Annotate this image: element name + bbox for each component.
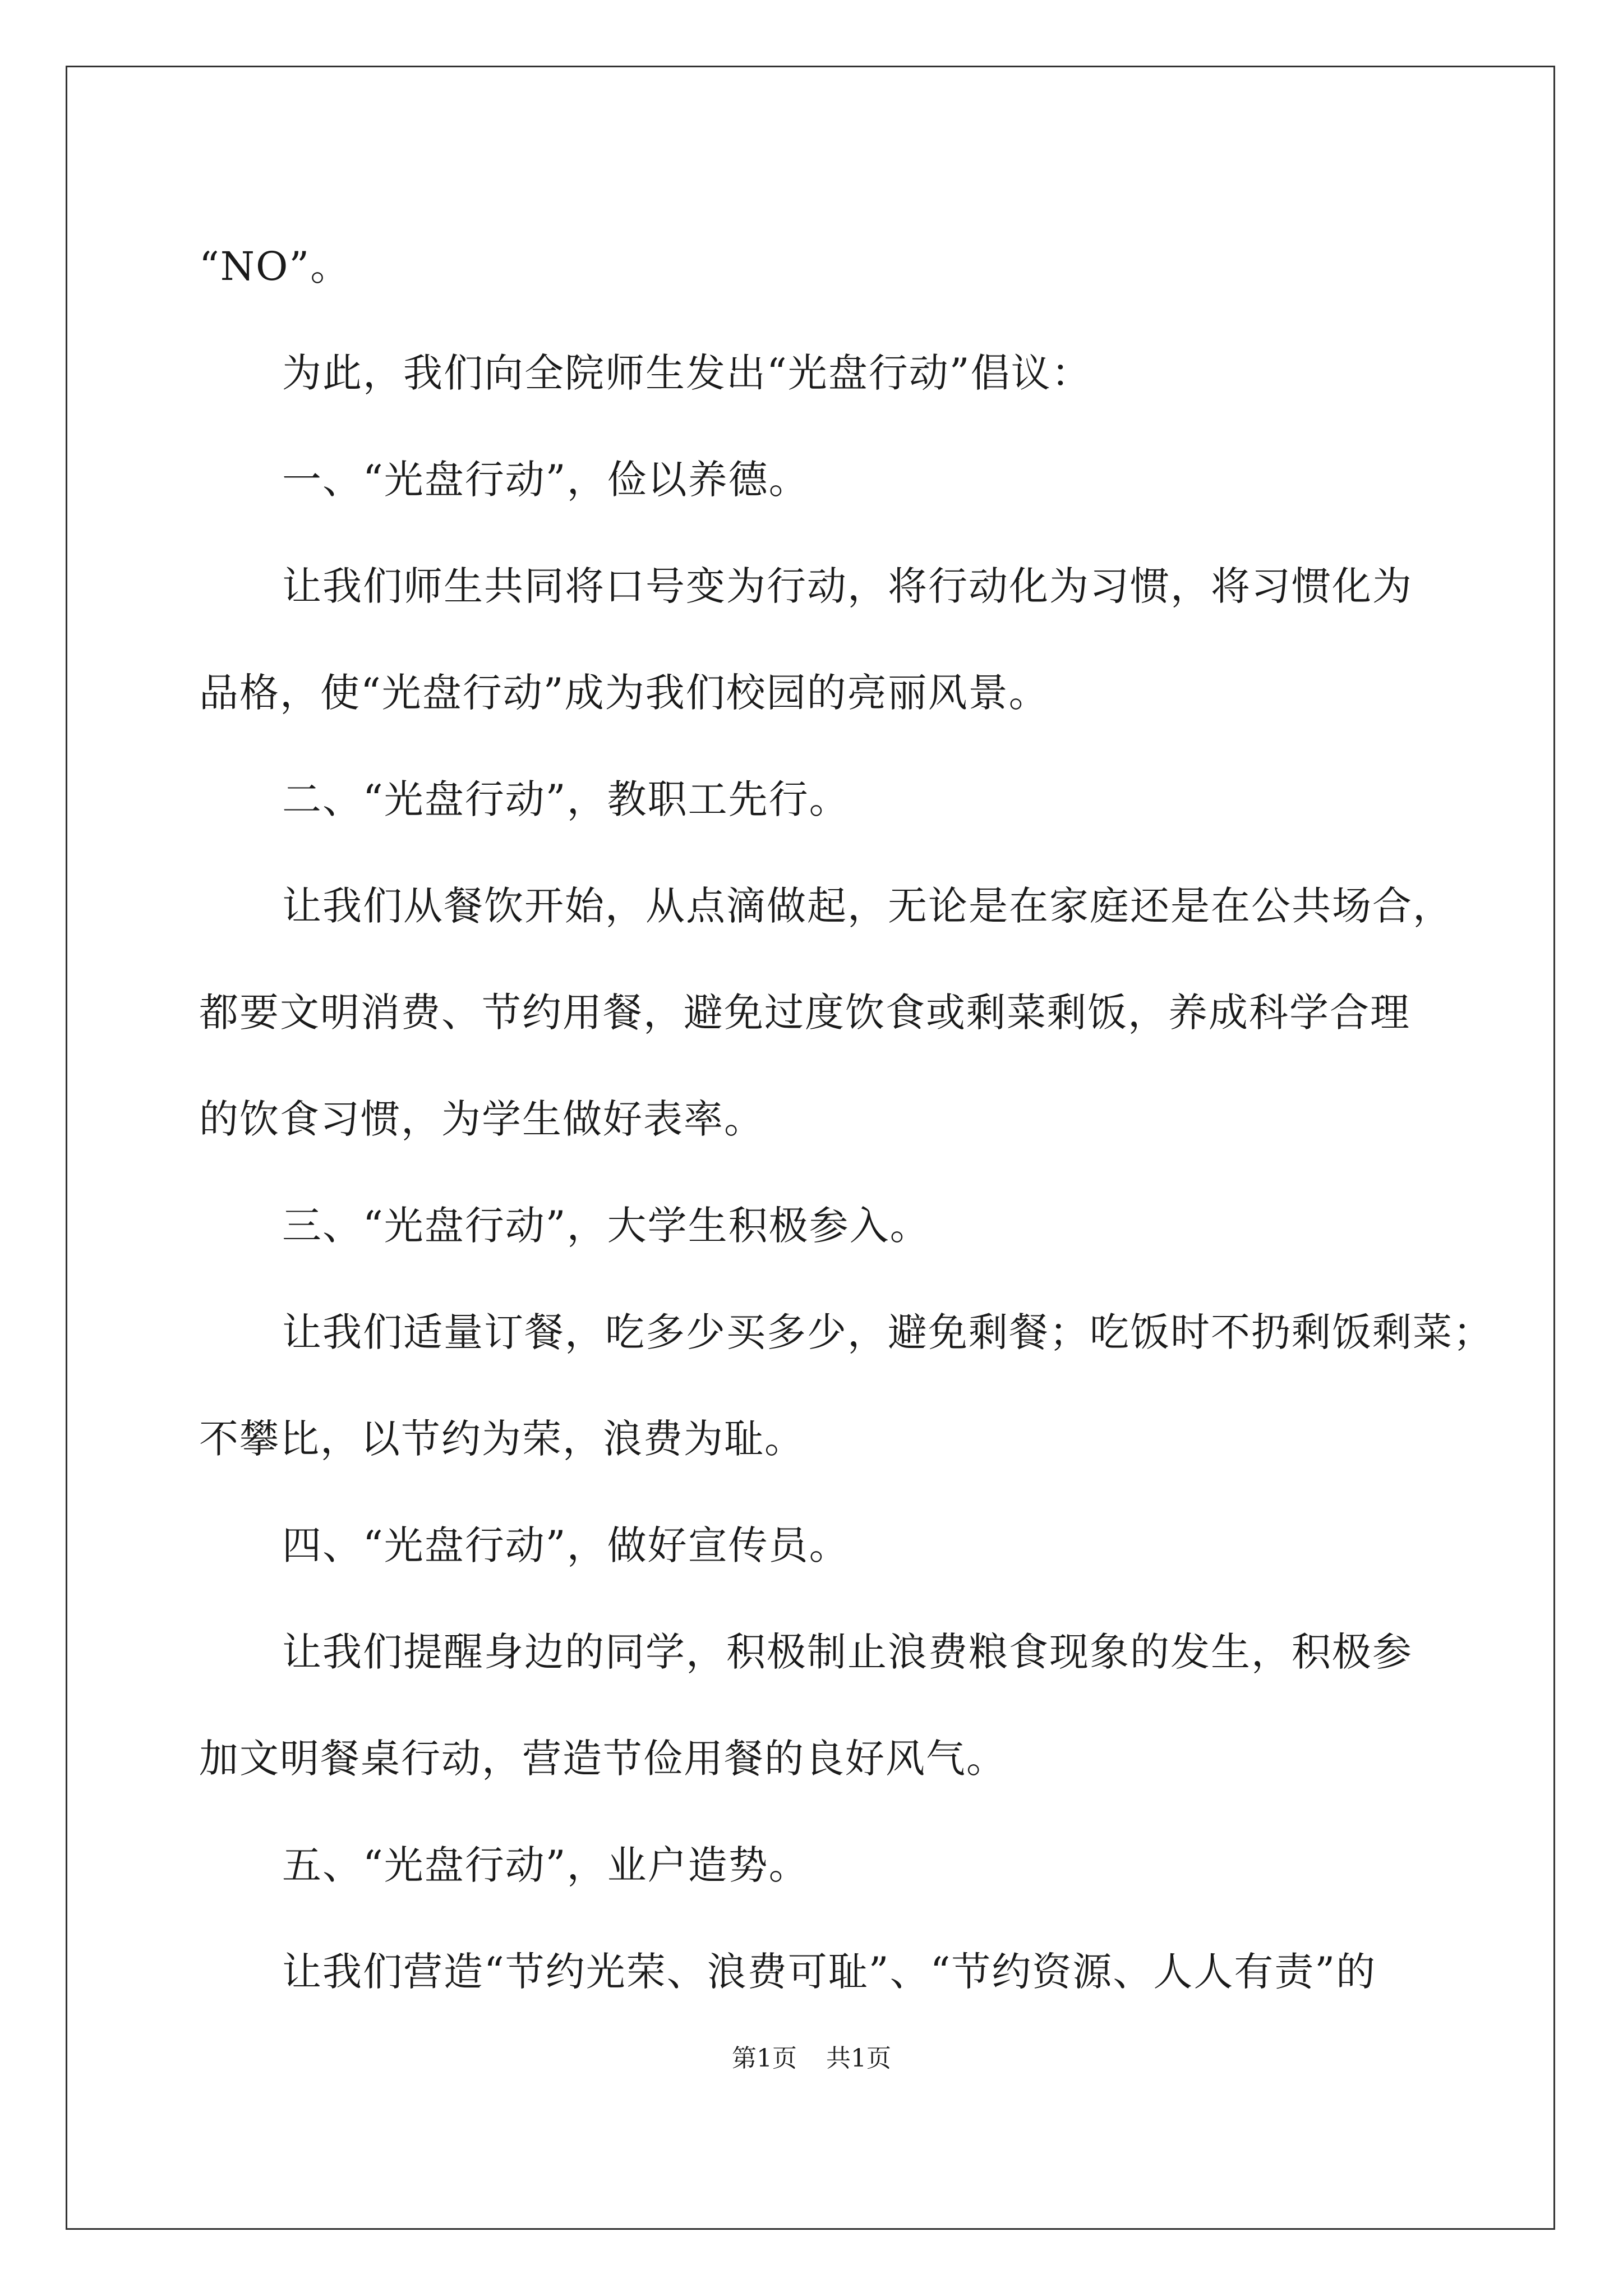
text-line-7: 让我们从餐饮开始，从点滴做起，无论是在家庭还是在公共场合，	[282, 883, 1453, 929]
text-line-16: 五、“光盘行动”，业户造势。	[282, 1842, 809, 1888]
page-number-current: 第1页	[732, 2044, 797, 2073]
text-line-13: 四、“光盘行动”，做好宣传员。	[282, 1522, 850, 1568]
text-line-10: 三、“光盘行动”，大学生积极参入。	[282, 1203, 930, 1249]
text-line-4: 让我们师生共同将口号变为行动，将行动化为习惯，将习惯化为	[282, 563, 1413, 609]
text-line-6: 二、“光盘行动”，教职工先行。	[282, 776, 850, 822]
page-number-total: 共1页	[826, 2044, 891, 2073]
text-line-15: 加文明餐桌行动，营造节俭用餐的良好风气。	[199, 1736, 1007, 1782]
text-line-2: 为此，我们向全院师生发出“光盘行动”倡议：	[282, 350, 1092, 396]
text-line-9: 的饮食习惯，为学生做好表率。	[199, 1096, 764, 1142]
text-line-17: 让我们营造“节约光荣、浪费可耻”、“节约资源、人人有责”的	[282, 1949, 1377, 1995]
text-line-5: 品格，使“光盘行动”成为我们校园的亮丽风景。	[199, 670, 1049, 716]
text-line-3: 一、“光盘行动”，俭以养德。	[282, 457, 809, 503]
text-line-12: 不攀比，以节约为荣，浪费为耻。	[199, 1416, 805, 1462]
text-line-8: 都要文明消费、节约用餐，避免过度饮食或剩菜剩饭，养成科学合理	[199, 990, 1410, 1036]
text-line-11: 让我们适量订餐，吃多少买多少，避免剩餐；吃饭时不扔剩饭剩菜；	[282, 1309, 1493, 1355]
text-line-14: 让我们提醒身边的同学，积极制止浪费粮食现象的发生，积极参	[282, 1629, 1413, 1675]
page-footer	[0, 2042, 1623, 2076]
document-body	[199, 213, 1493, 2025]
text-line-1: “NO”。	[199, 243, 351, 289]
